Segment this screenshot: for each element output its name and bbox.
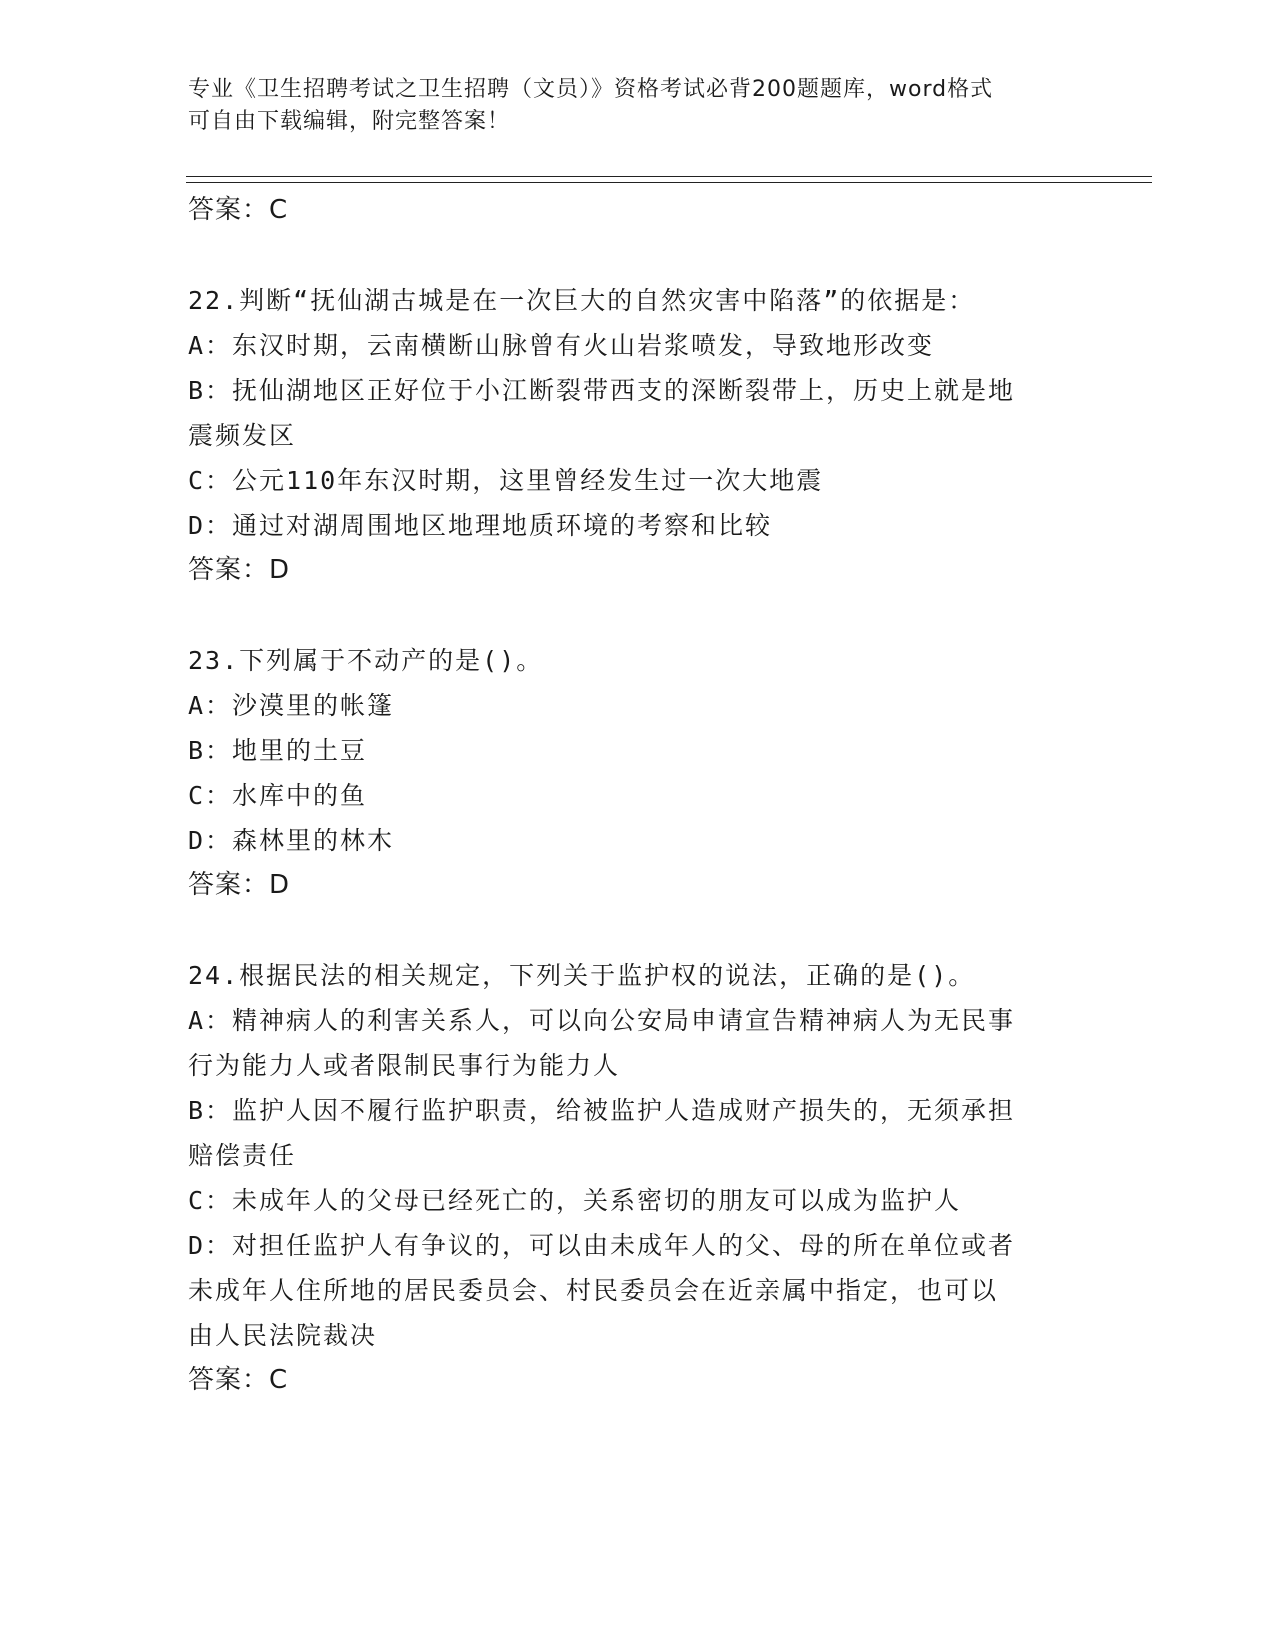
- option-line: 震频发区: [188, 421, 297, 450]
- question-stem: 22.判断“抚仙湖古城是在一次巨大的自然灾害中陷落”的依据是：: [188, 286, 976, 315]
- answer-line: 答案：D: [188, 555, 291, 585]
- option-line: C：未成年人的父母已经死亡的，关系密切的朋友可以成为监护人: [188, 1186, 962, 1215]
- option-line: B：地里的土豆: [188, 736, 368, 765]
- header-rule-bottom: [186, 182, 1152, 183]
- header-line-2: 可自由下载编辑，附完整答案！: [188, 109, 511, 134]
- question-block-22: [188, 278, 1088, 593]
- option-line: A：精神病人的利害关系人，可以向公安局申请宣告精神病人为无民事: [188, 1006, 1016, 1035]
- spacer: [188, 908, 1088, 953]
- option-line: B：监护人因不履行监护职责，给被监护人造成财产损失的，无须承担: [188, 1096, 1016, 1125]
- header-line-1: 专业《卫生招聘考试之卫生招聘（文员）》资格考试必背200题题库，word格式: [188, 77, 994, 102]
- option-line: 由人民法院裁决: [188, 1321, 378, 1350]
- option-line: A：东汉时期，云南横断山脉曾有火山岩浆喷发，导致地形改变: [188, 331, 935, 360]
- question-block-24: [188, 953, 1088, 1403]
- option-line: D：森林里的林木: [188, 826, 395, 855]
- option-line: B：抚仙湖地区正好位于小江断裂带西支的深断裂带上，历史上就是地: [188, 376, 1016, 405]
- spacer: [188, 233, 1088, 278]
- option-line: D：对担任监护人有争议的，可以由未成年人的父、母的所在单位或者: [188, 1231, 1016, 1260]
- option-line: 赔偿责任: [188, 1141, 297, 1170]
- option-line: 行为能力人或者限制民事行为能力人: [188, 1051, 621, 1080]
- document-header: [188, 74, 1068, 138]
- answer-line: 答案：C: [188, 195, 289, 225]
- header-rule-top: [186, 176, 1152, 177]
- answer-line: 答案：D: [188, 870, 291, 900]
- question-stem: 23.下列属于不动产的是()。: [188, 646, 544, 675]
- spacer: [188, 593, 1088, 638]
- option-line: C：公元110年东汉时期，这里曾经发生过一次大地震: [188, 466, 824, 495]
- question-content: [188, 188, 1088, 1403]
- option-line: D：通过对湖周围地区地理地质环境的考察和比较: [188, 511, 773, 540]
- option-line: A：沙漠里的帐篷: [188, 691, 395, 720]
- option-line: 未成年人住所地的居民委员会、村民委员会在近亲属中指定，也可以: [188, 1276, 999, 1305]
- question-stem: 24.根据民法的相关规定，下列关于监护权的说法，正确的是()。: [188, 961, 976, 990]
- question-block-23: [188, 638, 1088, 908]
- option-line: C：水库中的鱼: [188, 781, 368, 810]
- answer-line: 答案：C: [188, 1365, 289, 1395]
